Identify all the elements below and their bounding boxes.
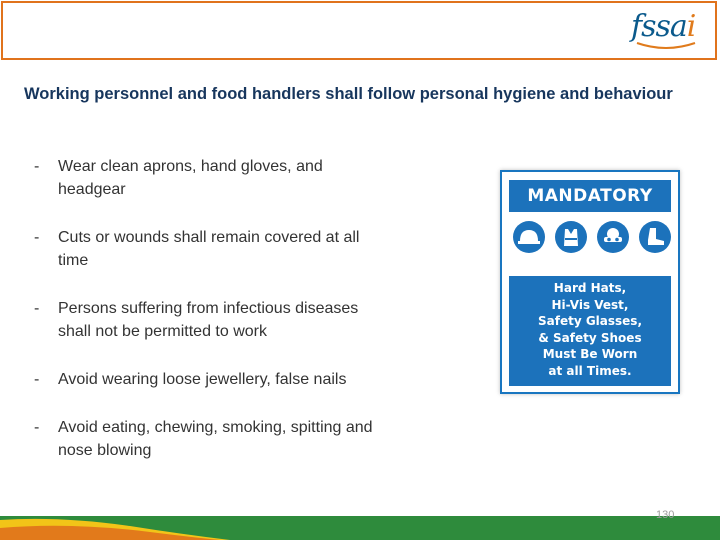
mandatory-sign: [500, 170, 680, 394]
bullet-item: - Avoid eating, chewing, smoking, spitting and nose blowing: [34, 419, 373, 459]
footer-band: [0, 516, 720, 540]
logo-swoosh-icon: [635, 41, 697, 49]
mandatory-sign-image: [500, 170, 680, 394]
bullet-item: - Persons suffering from infectious diseases shall not be permitted to work: [34, 300, 359, 340]
page-number: 130: [656, 509, 675, 521]
sign-body-text: Hard Hats, Hi-Vis Vest, Safety Glasses, & Safety Shoes Must Be Worn at all Times.: [509, 276, 671, 386]
hygiene-bullet-list: [34, 155, 394, 487]
bullet-item: - Cuts or wounds shall remain covered at all time: [34, 229, 360, 269]
header-bar: [1, 1, 717, 60]
logo-wordmark: fssai: [631, 9, 696, 44]
bullet-item: - Wear clean aprons, hand gloves, and headgear: [34, 158, 323, 198]
sign-icon-row: [512, 220, 672, 272]
slide-heading: Working personnel and food handlers shall follow personal hygiene and behaviour: [24, 85, 673, 103]
safety-glasses-icon: [596, 220, 630, 254]
safety-shoes-icon: [638, 220, 672, 254]
hard-hat-icon: [512, 220, 546, 254]
sign-title: MANDATORY: [509, 180, 671, 212]
bullet-item: - Avoid wearing loose jewellery, false nails: [34, 371, 347, 388]
hi-vis-vest-icon: [554, 220, 588, 254]
fssai-logo: [631, 7, 701, 51]
